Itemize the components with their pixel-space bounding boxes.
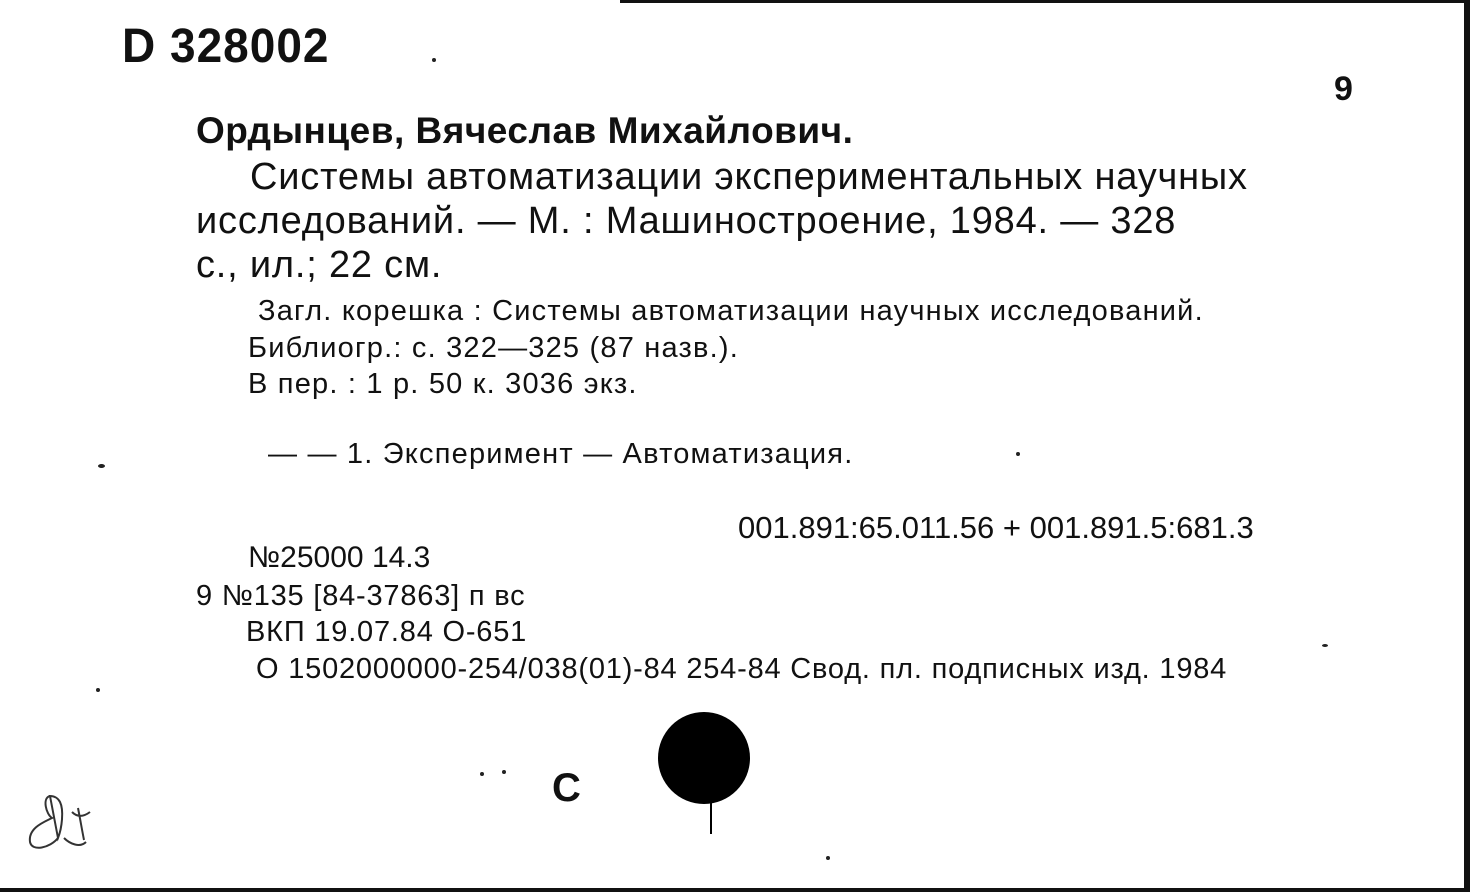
inventory-number: D 328002 xyxy=(122,17,330,73)
card-bottom-edge xyxy=(0,888,1470,892)
speck xyxy=(480,772,484,776)
title-line: Системы автоматизации экспериментальных научных xyxy=(250,156,1248,198)
udc-code: 001.891:65.011.56 + 001.891.5:681.3 xyxy=(738,510,1254,545)
speck xyxy=(96,688,100,692)
c-mark: С xyxy=(552,766,581,810)
page-number: 9 xyxy=(1334,70,1353,108)
speck xyxy=(98,464,105,468)
title-line: с., ил.; 22 см. xyxy=(196,244,443,286)
handwritten-signature-icon xyxy=(20,788,94,856)
note-line: Библиогр.: с. 322—325 (87 назв.). xyxy=(248,332,739,364)
speck xyxy=(1016,452,1020,456)
speck xyxy=(502,770,506,774)
publication-line: О 1502000000-254/038(01)-84 254-84 Свод. пл. подписных изд. 1984 xyxy=(256,653,1228,685)
author-heading: Ордынцев, Вячеслав Михайлович. xyxy=(196,110,854,151)
deposit-number: №25000 14.3 xyxy=(248,541,431,574)
speck xyxy=(826,856,830,860)
punch-hole xyxy=(658,712,750,804)
speck xyxy=(432,58,436,62)
title-line: исследований. — М. : Машиностроение, 1984. — 328 xyxy=(196,200,1177,242)
note-line: В пер. : 1 р. 50 к. 3036 экз. xyxy=(248,368,638,400)
card-right-edge xyxy=(1464,0,1470,892)
publication-line: 9 №135 [84-37863] п вс xyxy=(196,580,526,612)
speck xyxy=(1322,644,1328,647)
publication-line: ВКП 19.07.84 О-651 xyxy=(246,616,528,648)
card-top-edge xyxy=(620,0,1470,3)
punch-hole-tail xyxy=(710,800,712,834)
subject-heading: — — 1. Эксперимент — Автоматизация. xyxy=(268,438,854,470)
note-line: Загл. корешка : Системы автоматизации научных исследований. xyxy=(258,295,1204,327)
